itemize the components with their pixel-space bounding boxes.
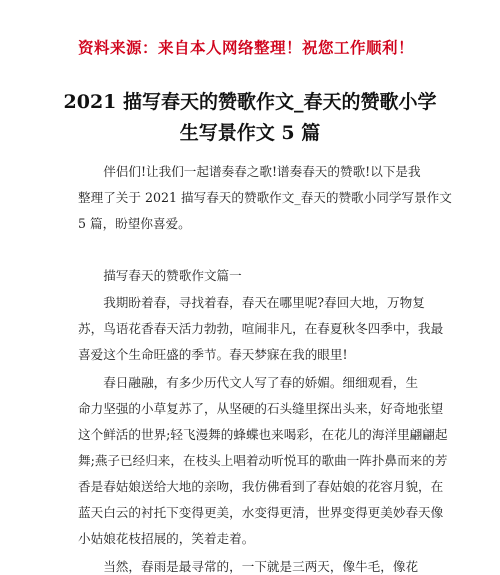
paragraph-2-line-7: 小姑娘花枝招展的，笑着走着。 bbox=[78, 531, 255, 546]
intro-line-1: 伴侣们!让我们一起谱奏春之歌!谱奏春天的赞歌!以下是我 bbox=[78, 164, 421, 179]
paragraph-2-line-6: 蓝天白云的衬托下变得更美，水变得更清，世界变得更美妙春天像 bbox=[78, 505, 444, 520]
intro-line-2: 整理了关于 2021 描写春天的赞歌作文_春天的赞歌小同学写景作文 bbox=[78, 190, 452, 205]
paragraph-1-line-1: 我期盼着春，寻找着春，春天在哪里呢?春回大地，万物复 bbox=[78, 295, 425, 310]
paragraph-2-line-3: 这个鲜活的世界;轻飞漫舞的蜂蝶也来喝彩，在花儿的海洋里翩翩起 bbox=[78, 427, 448, 442]
paragraph-1-line-3: 喜爱这个生命旺盛的季节。春天梦寐在我的眼里! bbox=[78, 347, 348, 362]
source-notice: 资料来源：来自本人网络整理！祝您工作顺利！ bbox=[78, 38, 415, 57]
paragraph-2-line-2: 命力坚强的小草复苏了，从坚硬的石头缝里探出头来，好奇地张望 bbox=[78, 401, 444, 416]
paragraph-1-line-2: 苏，鸟语花香春天活力勃勃，喧闹非凡，在春夏秋冬四季中，我最 bbox=[78, 321, 444, 336]
document-title-line-2: 生写景作文 5 篇 bbox=[179, 122, 321, 144]
paragraph-2-line-4: 舞;燕子已经归来，在枝头上唱着动听悦耳的歌曲一阵扑鼻而来的芳 bbox=[78, 453, 448, 468]
paragraph-2-line-1: 春日融融，有多少历代文人写了春的娇媚。细细观看，生 bbox=[78, 375, 419, 390]
section-heading: 描写春天的赞歌作文篇一 bbox=[78, 268, 242, 283]
document-title-line-1: 2021 描写春天的赞歌作文_春天的赞歌小学 bbox=[63, 91, 437, 113]
intro-line-3: 5 篇，盼望你喜爱。 bbox=[78, 216, 191, 231]
paragraph-2-line-5: 香是春姑娘送给大地的亲吻，我仿佛看到了春姑娘的花容月貌，在 bbox=[78, 479, 444, 494]
paragraph-3-line-1-partial: 当然，春雨是最寻常的，一下就是三两天，像牛毛，像花 bbox=[78, 559, 419, 574]
